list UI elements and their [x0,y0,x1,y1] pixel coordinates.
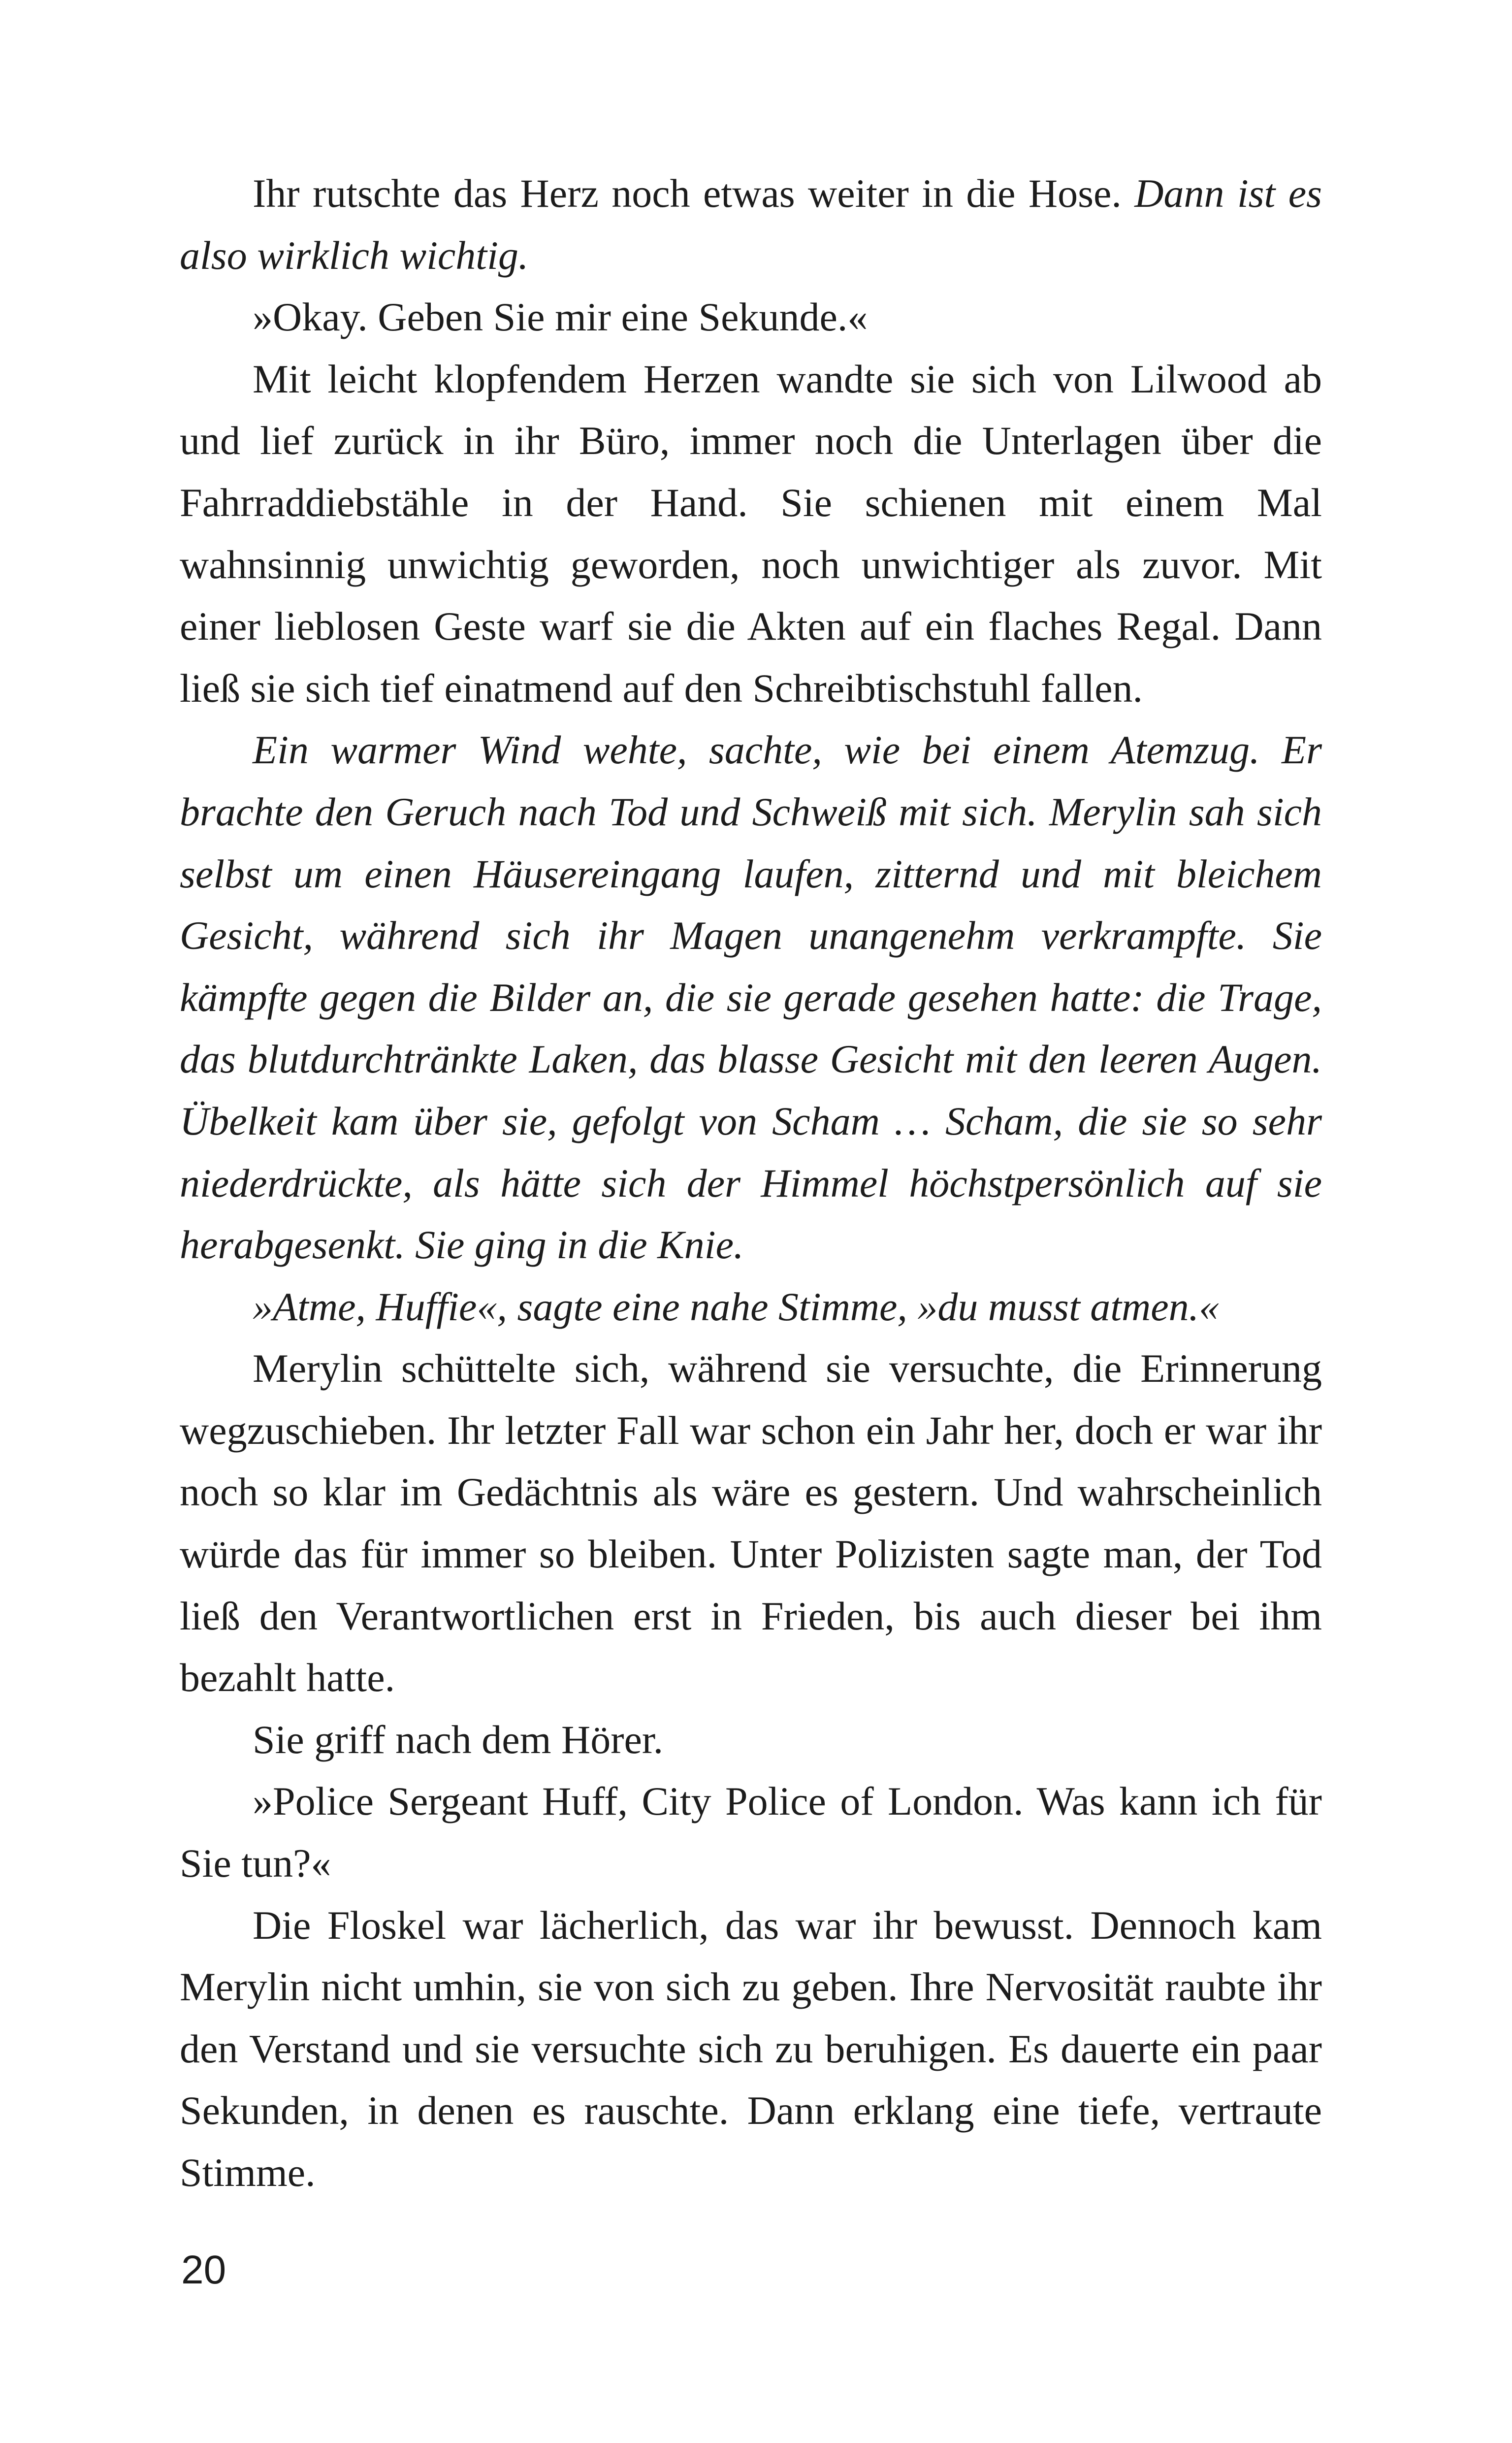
paragraph: »Okay. Geben Sie mir eine Sekunde.« [253,294,868,340]
page-number: 20 [181,2248,226,2292]
paragraph-text: Ihr rutschte das Herz noch etwas weiter in die Hose. [253,171,1135,216]
paragraph: Mit leicht klopfendem Herzen wandte sie sich von Lilwood ab und lief zurück in ihr Büro, immer noch die Unterlagen über die Fahrraddiebstähle in der Hand. Sie schienen mit einem Mal wahnsinnig unwichtig geworden, noch unwichtiger als zuvor. Mit einer lieblosen Geste warf sie die Akten auf ein flaches Regal. Dann ließ sie sich tief einatmend auf den Schreibtischstuhl fallen. [180,356,1322,711]
paragraph [180,163,1322,286]
paragraph: »Police Sergeant Huff, City Police of London. Was kann ich für Sie tun?« [180,1779,1322,1886]
paragraph: Sie griff nach dem Hörer. [253,1717,664,1762]
paragraph: Merylin schüttelte sich, während sie versuchte, die Erinnerung wegzuschieben. Ihr letzter Fall war schon ein Jahr her, doch er war ihr noch so klar im Gedächtnis als wäre es gestern. Und wahrscheinlich würde das für immer so bleiben. Unter Polizisten sagte man, der Tod ließ den Verantwortlichen erst in Frieden, bis auch dieser bei ihm bezahlt hatte. [180,1346,1322,1700]
paragraph-italic: »Atme, Huffie«, sagte eine nahe Stimme, »du musst atmen.« [253,1284,1220,1329]
paragraph-italic: Ein warmer Wind wehte, sachte, wie bei einem Atemzug. Er brachte den Geruch nach Tod und Schweiß mit sich. Merylin sah sich selbst um einen Häusereingang laufen, zitternd und mit bleichem Gesicht, während sich ihr Magen unangenehm verkrampfte. Sie kämpfte gegen die Bilder an, die sie gerade gesehen hatte: die Trage, das blutdurchtränkte Laken, das blasse Gesicht mit den leeren Augen. Übelkeit kam über sie, gefolgt von Scham … Scham, die sie so sehr niederdrückte, als hätte sich der Himmel höchstpersönlich auf sie herabgesenkt. Sie ging in die Knie. [180,727,1322,1268]
body-text [180,163,1322,2204]
paragraph: Die Floskel war lächerlich, das war ihr bewusst. Dennoch kam Merylin nicht umhin, sie von sich zu geben. Ihre Nervosität raubte ihr den Verstand und sie versuchte sich zu beruhigen. Es dauerte ein paar Sekunden, in denen es rauschte. Dann erklang eine tiefe, vertraute Stimme. [180,1902,1322,2195]
paragraph-emphasis: Dann ist es also wirklich wichtig. [180,171,1322,278]
